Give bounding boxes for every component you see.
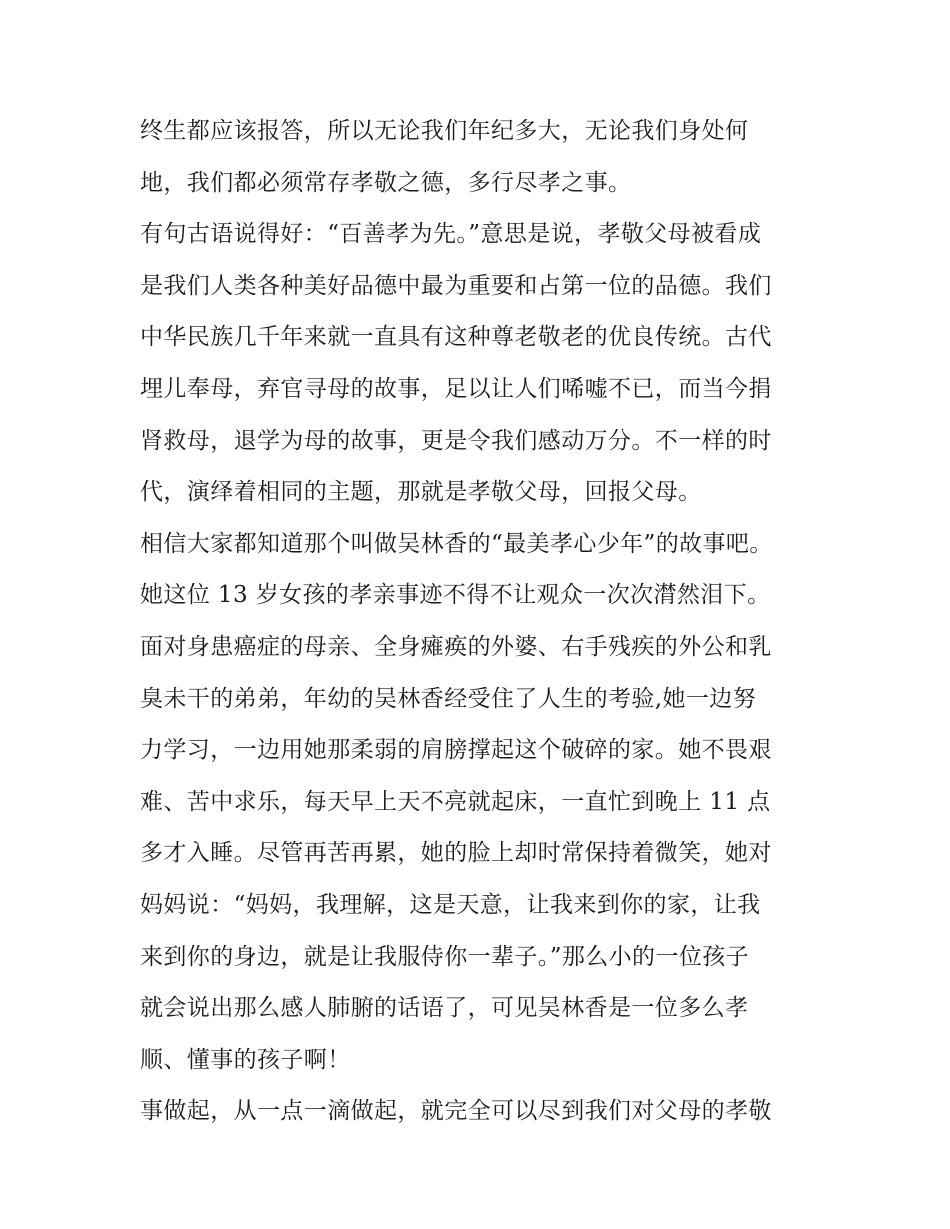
text-line: 中华民族几千年来就一直具有这种尊老敬老的优良传统。古代 (140, 324, 772, 351)
text-line: 面对身患癌症的母亲、全身瘫痪的外婆、右手残疾的外公和乳 (140, 633, 772, 660)
text-line: 是我们人类各种美好品德中最为重要和占第一位的品德。我们 (140, 272, 772, 299)
text-line: 难、苦中求乐，每天早上天不亮就起床，一直忙到晚上 11 点 (140, 788, 771, 815)
text-line: 力学习，一边用她那柔弱的肩膀撑起这个破碎的家。她不畏艰 (140, 737, 772, 764)
text-line: 来到你的身边，就是让我服侍你一辈子。”那么小的一位孩子 (140, 943, 750, 970)
text-line: 就会说出那么感人肺腑的话语了，可见吴林香是一位多么孝 (140, 995, 749, 1022)
text-line: 相信大家都知道那个叫做吴林香的“最美孝心少年”的故事吧。 (140, 530, 773, 557)
text-line: 事做起，从一点一滴做起，就完全可以尽到我们对父母的孝敬 (140, 1098, 772, 1125)
text-line: 多才入睡。尽管再苦再累，她的脸上却时常保持着微笑，她对 (140, 840, 772, 867)
text-line: 她这位 13 岁女孩的孝亲事迹不得不让观众一次次潸然泪下。 (140, 582, 771, 609)
text-line: 有句古语说得好：“百善孝为先。”意思是说，孝敬父母被看成 (140, 221, 762, 248)
text-line: 埋儿奉母，弃官寻母的故事，足以让人们唏嘘不已，而当今捐 (140, 375, 772, 402)
text-line: 地，我们都必须常存孝敬之德，多行尽孝之事。 (140, 169, 632, 196)
text-line: 肾救母，退学为母的故事，更是令我们感动万分。不一样的时 (140, 427, 772, 454)
text-line: 代，演绎着相同的主题，那就是孝敬父母，回报父母。 (140, 479, 702, 506)
text-line: 顺、懂事的孩子啊！ (140, 1046, 351, 1073)
body-text (140, 106, 830, 1138)
text-line: 妈妈说：“妈妈，我理解，这是天意，让我来到你的家，让我 (140, 891, 761, 918)
text-line: 臭未干的弟弟，年幼的吴林香经受住了人生的考验,她一边努 (140, 685, 757, 712)
text-line: 终生都应该报答，所以无论我们年纪多大，无论我们身处何 (140, 118, 749, 144)
